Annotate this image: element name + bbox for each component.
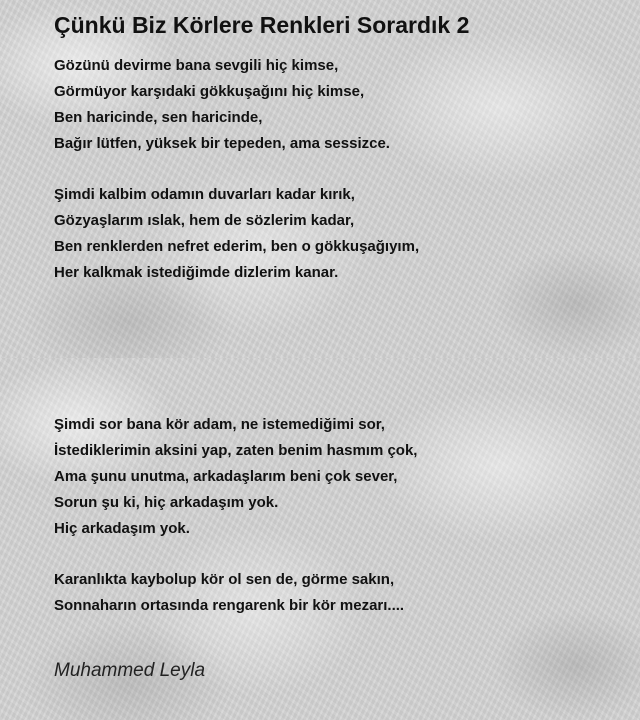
stanza-4 (54, 567, 404, 619)
poem-line: Görmüyor karşıdaki gökkuşağını hiç kimse, (54, 83, 365, 100)
poem-line: Sorun şu ki, hiç arkadaşım yok. (54, 494, 279, 511)
poem-line: Bağır lütfen, yüksek bir tepeden, ama sessizce. (54, 135, 390, 152)
poem-line: İstediklerimin aksini yap, zaten benim hasmım çok, (54, 442, 418, 459)
poem-author: Muhammed Leyla (54, 660, 206, 681)
stanza-2 (54, 182, 419, 286)
poem-line: Gözünü devirme bana sevgili hiç kimse, (54, 57, 339, 74)
poem-title: Çünkü Biz Körlere Renkleri Sorardık 2 (54, 12, 470, 38)
poem-line: Şimdi kalbim odamın duvarları kadar kırık, (54, 186, 355, 203)
poem-line: Şimdi sor bana kör adam, ne istemediğimi sor, (54, 416, 385, 433)
poem-line: Hiç arkadaşım yok. (54, 520, 190, 537)
poem-line: Gözyaşlarım ıslak, hem de sözlerim kadar, (54, 212, 355, 229)
poem-line: Karanlıkta kaybolup kör ol sen de, görme sakın, (54, 571, 395, 588)
stanza-3 (54, 412, 417, 542)
poem-line: Ama şunu unutma, arkadaşlarım beni çok sever, (54, 468, 398, 485)
poem-line: Ben haricinde, sen haricinde, (54, 109, 263, 126)
poem-line: Her kalkmak istediğimde dizlerim kanar. (54, 264, 339, 281)
stanza-1 (54, 53, 390, 157)
poem-line: Sonnaharın ortasında rengarenk bir kör mezarı.... (54, 597, 405, 614)
poem-line: Ben renklerden nefret ederim, ben o gökkuşağıyım, (54, 238, 420, 255)
